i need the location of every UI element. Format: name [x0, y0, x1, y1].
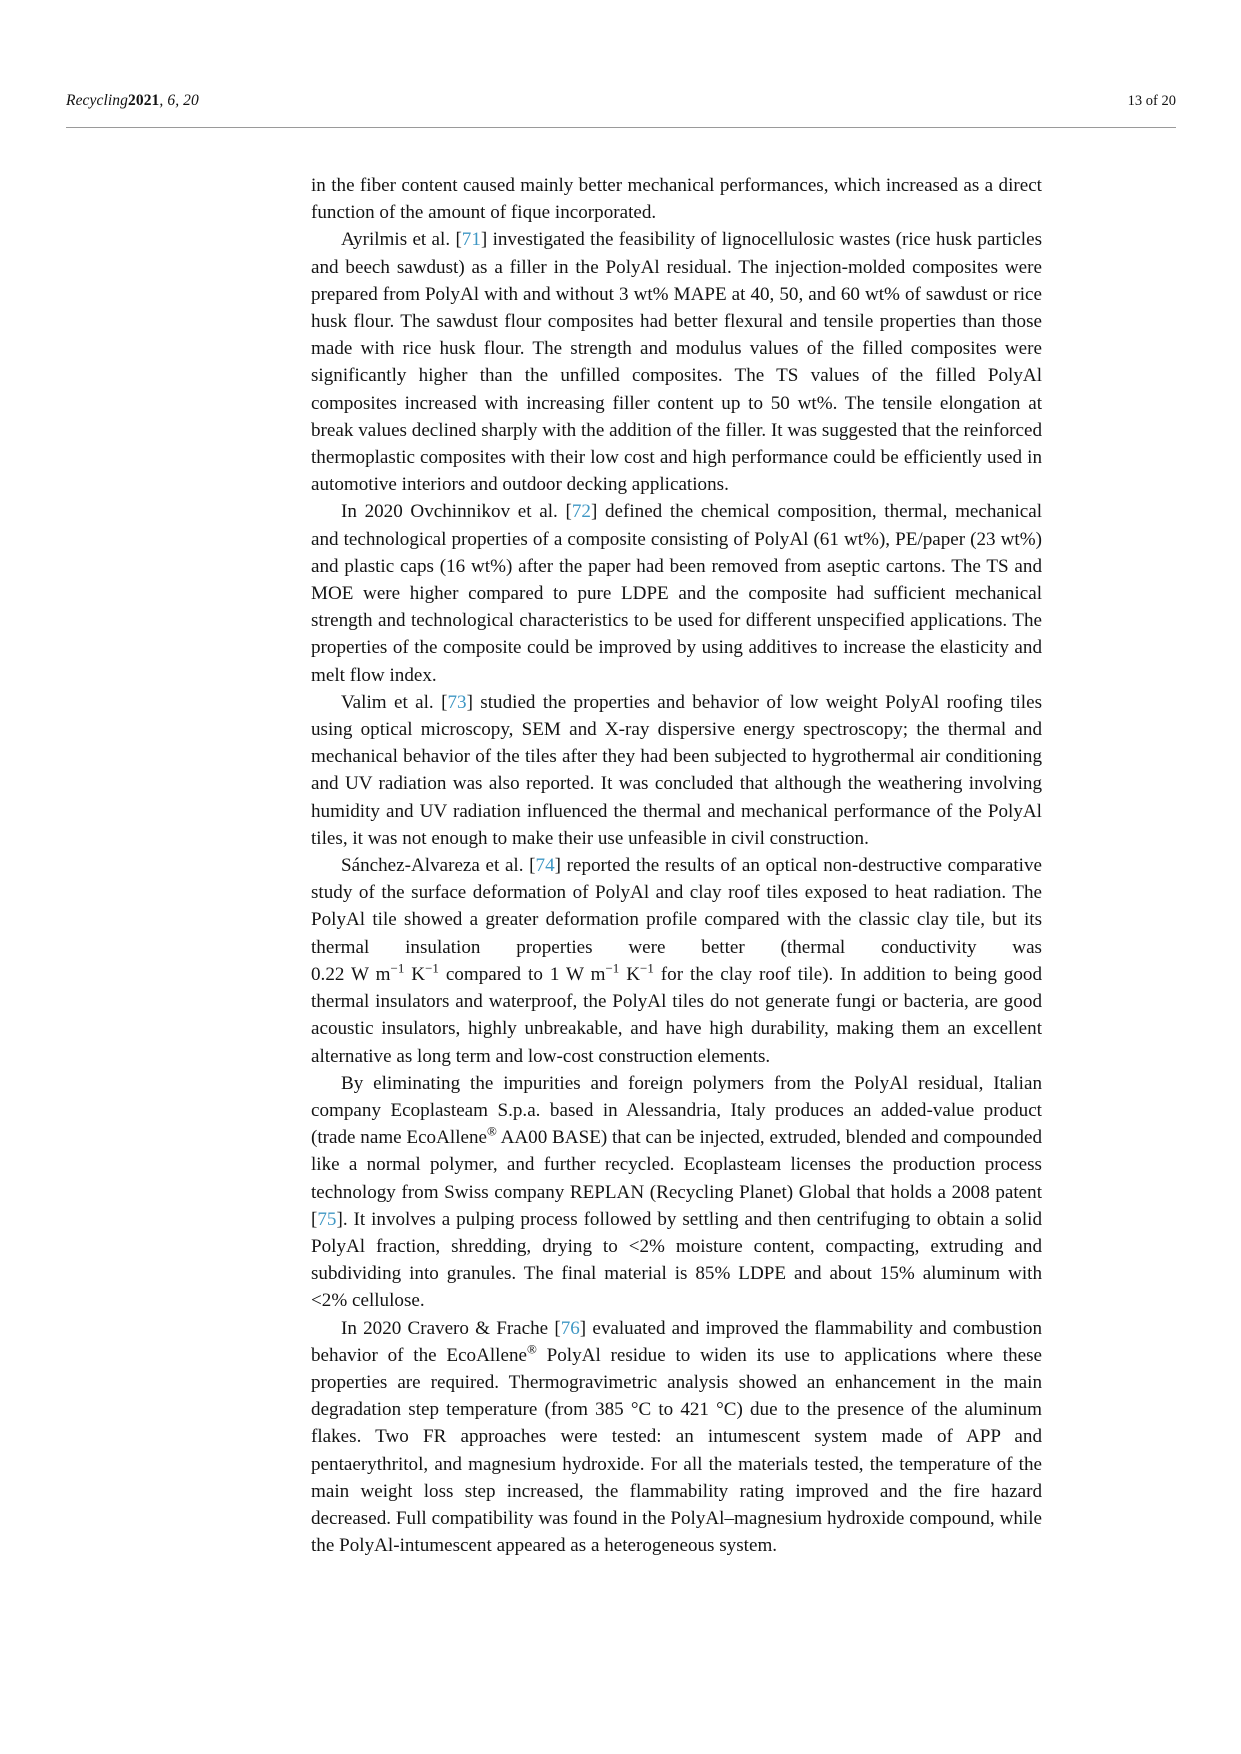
thermal-conductivity-value-polyal [311, 960, 439, 985]
paragraph-sanchez-alvareza [311, 852, 1042, 1070]
paragraph-valim [311, 689, 1042, 852]
citation-close-bracket: ] [336, 1208, 343, 1230]
paragraph-text-segment-1: evaluated and improved the flammability and combustion behavior of the EcoAllene [311, 1317, 1042, 1366]
citation-link-75[interactable]: 75 [317, 1208, 337, 1230]
paragraph-lead-text: Ayrilmis et al. [341, 229, 456, 251]
citation-close-bracket: ] [590, 501, 598, 523]
citation-open-bracket: [ [311, 1208, 318, 1230]
paragraph-continued-fique [311, 172, 1042, 226]
exponent-kelvin-inverse-2: −1 [640, 960, 654, 976]
citation-open-bracket: [ [441, 691, 448, 713]
paragraph-text-segment-3: for the clay roof tile). In addition to being good thermal insulators and waterproof, the PolyAl tiles do not generate fungi or bacteria, are good acoustic insulators, highly unbreakable, and have high durability, making them an excellent alternative as long term and low-cost construction elements. [311, 963, 1043, 1067]
citation-link-72[interactable]: 72 [571, 501, 591, 523]
journal-volume: 6 [167, 92, 176, 109]
exponent-meter-inverse: −1 [390, 960, 405, 976]
citation-link-76[interactable]: 76 [560, 1317, 580, 1339]
header-divider-rule [66, 127, 1176, 128]
page-indicator: 13 of 20 [1127, 93, 1176, 109]
paragraph-trailing-text: defined the chemical composition, thermal, mechanical and technological properties of a composite consisting of PolyAl (61 wt%), PE/paper (23 wt%) and plastic caps (16 wt%) after the paper had been removed from aseptic cartons. The TS and MOE were higher compared to pure LDPE and the composite had sufficient mechanical strength and technological characteristics to be used for different unspecified applications. The properties of the composite could be improved by using additives to increase the elasticity and melt flow index. [311, 501, 1042, 686]
citation-open-bracket: [ [565, 501, 572, 523]
paragraph-cravero-frache [311, 1315, 1042, 1560]
journal-article-number: 20 [183, 92, 199, 109]
citation-open-bracket: [ [529, 855, 536, 877]
journal-year: 2021 [128, 92, 160, 109]
paragraph-ecoplasteam [311, 1070, 1042, 1315]
citation-close-bracket: ] [579, 1317, 587, 1339]
registered-trademark-symbol: ® [526, 1341, 537, 1357]
citation-link-74[interactable]: 74 [535, 855, 555, 877]
citation-open-bracket: [ [554, 1317, 561, 1339]
journal-citation [66, 92, 199, 111]
citation-open-bracket: [ [455, 229, 462, 251]
citation-close-bracket: ] [480, 229, 488, 251]
journal-name: Recycling [66, 92, 128, 109]
thermal-conductivity-value-clay [438, 960, 654, 985]
page-running-header [66, 92, 1176, 111]
paragraph-ovchinnikov [311, 498, 1042, 688]
conductivity-number-unit: 0.22 W m [311, 963, 391, 985]
paragraph-text-segment-1: reported the results of an optical non-destructive comparative study of the surface deformation of PolyAl and clay roof tiles exposed to heat radiation. The PolyAl tile showed a greater deformation profile compared with the classic clay tile, but its thermal insulation properties were better (thermal conductivity was [311, 855, 1042, 958]
exponent-meter-inverse-2: −1 [605, 960, 620, 976]
citation-close-bracket: ] [554, 855, 561, 877]
conductivity-comparison-text: compared to 1 W m [438, 963, 606, 985]
conductivity-kelvin-unit: K [404, 963, 426, 985]
paragraph-lead-text: In 2020 Cravero & Frache [341, 1317, 555, 1339]
paragraph-text: in the fiber content caused mainly better mechanical performances, which increased as a direct function of the amount of fique incorporated. [311, 175, 1042, 224]
citation-close-bracket: ] [466, 691, 473, 713]
registered-trademark-symbol: ® [487, 1123, 497, 1139]
paragraph-trailing-text: investigated the feasibility of lignocellulosic wastes (rice husk particles and beech sawdust) as a filler in the PolyAl residual. The injection-molded composites were prepared from PolyAl with and without 3 wt% MAPE at 40, 50, and 60 wt% of sawdust or rice husk flour. The sawdust flour composites had better flexural and tensile properties than those made with rice husk flour. The strength and modulus values of the filled composites were significantly higher than the unfilled composites. The TS values of the filled PolyAl composites increased with increasing filler content up to 50 wt%. The tensile elongation at break values declined sharply with the addition of the filler. It was suggested that the reinforced thermoplastic composites with their low cost and high performance could be efficiently used in automotive interiors and outdoor decking applications. [311, 229, 1042, 496]
body-text-column [311, 172, 1042, 1559]
paragraph-text-segment-2: AA00 BASE) that can be injected, extruded, blended and compounded like a normal polymer, and further recycled. Ecoplasteam licenses the production process technology from Swiss company REPLAN (Recycling Planet) Global that holds a 2008 patent [311, 1127, 1042, 1203]
journal-sep-2: , [175, 92, 184, 109]
citation-link-71[interactable]: 71 [461, 229, 481, 251]
paragraph-text-segment-1: By eliminating the impurities and foreign polymers from the PolyAl residual, Italian company Ecoplasteam S.p.a. based in Alessandria, Italy produces an added-value product (trade name EcoAllene [311, 1072, 1042, 1149]
paragraph-lead-text: Sánchez-Alvareza et al. [341, 855, 530, 877]
journal-sep-1: , [159, 92, 168, 109]
conductivity-kelvin-unit-2: K [619, 963, 641, 985]
citation-link-73[interactable]: 73 [447, 691, 467, 713]
paragraph-trailing-text: studied the properties and behavior of low weight PolyAl roofing tiles using optical microscopy, SEM and X-ray dispersive energy spectroscopy; the thermal and mechanical behavior of the tiles after they had been subjected to hygrothermal air conditioning and UV radiation was also reported. It was concluded that although the weathering involving humidity and UV radiation influenced the thermal and mechanical performance of the PolyAl tiles, it was not enough to make their use unfeasible in civil construction. [311, 691, 1043, 849]
paragraph-lead-text: Valim et al. [341, 691, 442, 713]
paragraph-text-segment-3: . It involves a pulping process followed by settling and then centrifuging to obtain a solid PolyAl fraction, shredding, drying to <2% moisture content, compacting, extruding and subdividing into granules. The final material is 85% LDPE and about 15% aluminum with <2% cellulose. [311, 1208, 1042, 1312]
paragraph-ayrilmis [311, 226, 1042, 498]
exponent-kelvin-inverse: −1 [425, 960, 439, 976]
paragraph-text-segment-2: PolyAl residue to widen its use to applications where these properties are required. Thermogravimetric analysis showed an enhancement in the main degradation step temperature (from 385 °C to 421 °C) due to the presence of the aluminum flakes. Two FR approaches were tested: an intumescent system made of APP and pentaerythritol, and magnesium hydroxide. For all the materials tested, the temperature of the main weight loss step increased, the flammability rating improved and the fire hazard decreased. Full compatibility was found in the PolyAl–magnesium hydroxide compound, while the PolyAl-intumescent appeared as a heterogeneous system. [311, 1344, 1042, 1557]
paragraph-lead-text: In 2020 Ovchinnikov et al. [341, 501, 566, 523]
